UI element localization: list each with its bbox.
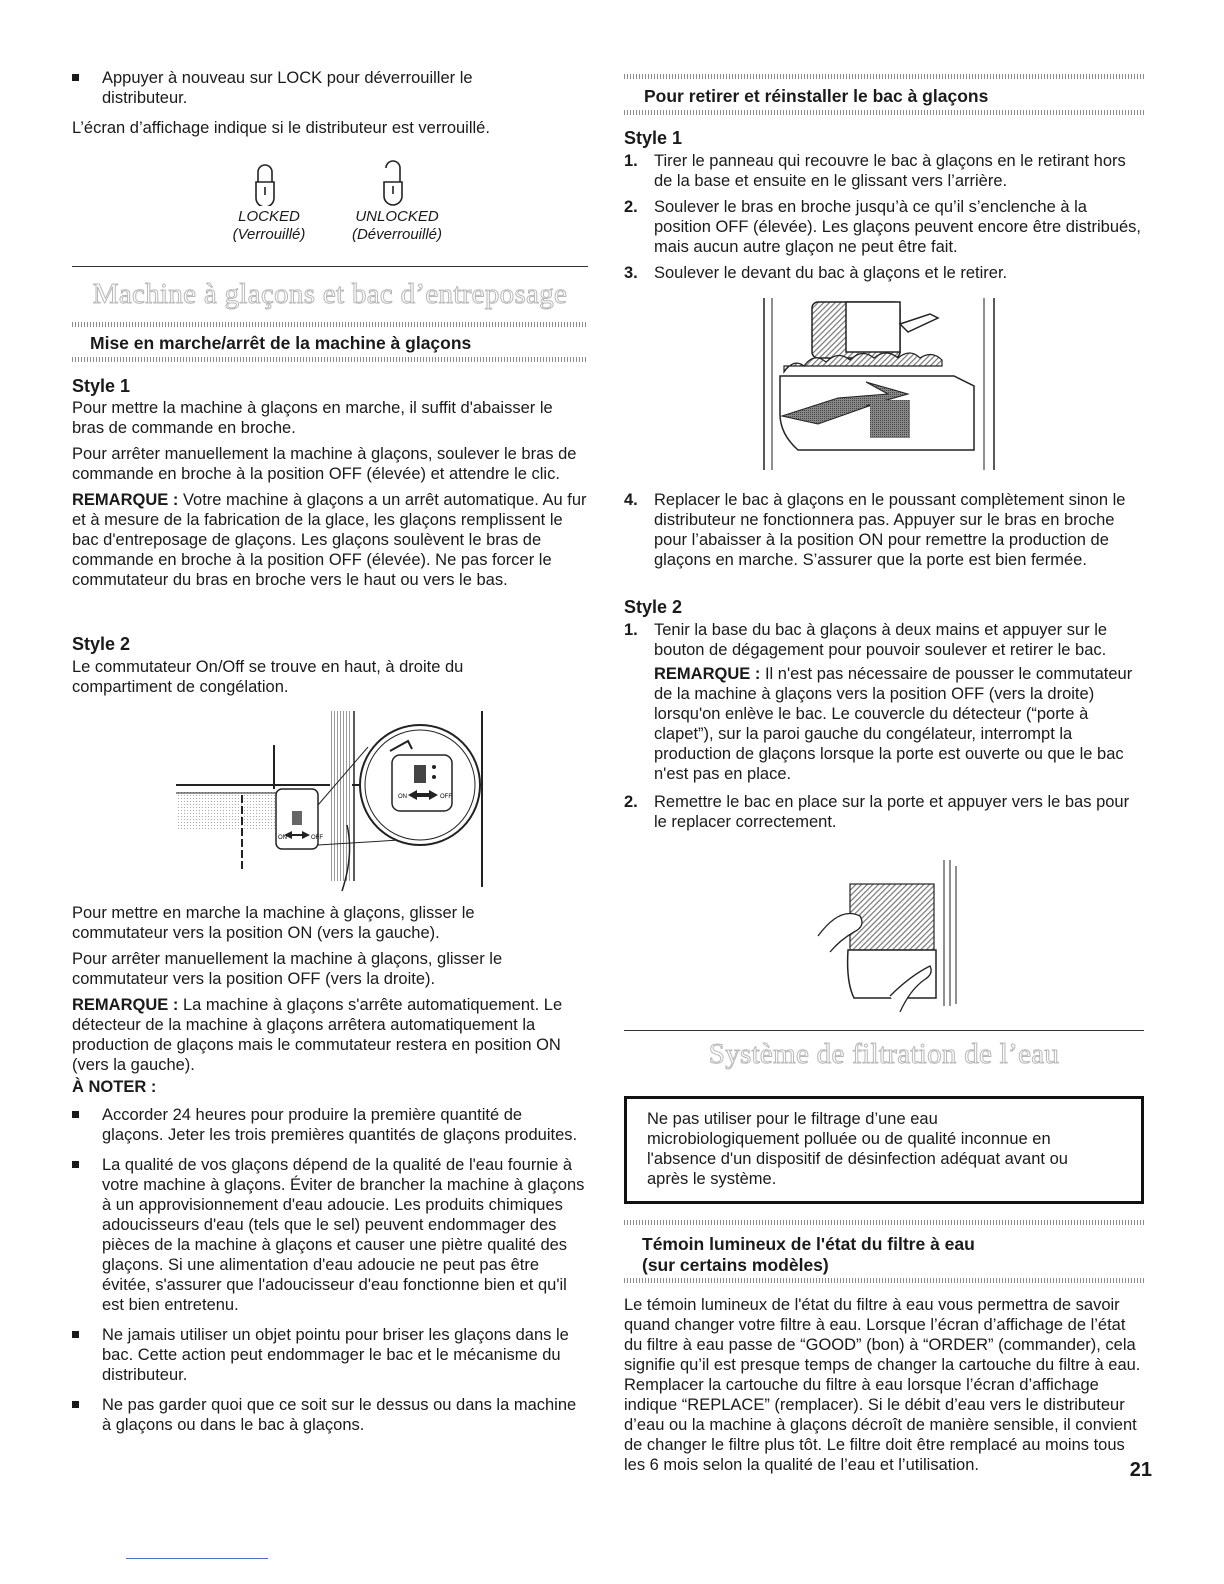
- style2-heading: Style 2: [72, 634, 131, 654]
- switch-illustration: [172, 705, 492, 895]
- switch-on-small: ON: [278, 835, 287, 841]
- step-text: Tenir la base du bac à glaçons à deux mains et appuyer sur le bouton de dégagement pour pouvoir soulever et retirer le bac.: [654, 621, 1108, 659]
- remarque-paragraph: [72, 995, 588, 1075]
- subhead-line-1: Témoin lumineux de l'état du filtre à eau: [642, 1234, 975, 1254]
- step-text: Replacer le bac à glaçons en le poussant complètement sinon le distributeur ne fonctionnera pas. Appuyer sur le bras en broche pour l’abaisser à la position ON pour remettre la production de glaçons en marche. S’assurer que la porte est bien fermée.: [654, 491, 1126, 569]
- remarque-label: REMARQUE :: [72, 491, 179, 509]
- remarque-paragraph: [72, 490, 588, 590]
- style1-block: [72, 398, 588, 590]
- bullet-icon: [72, 1401, 79, 1408]
- remarque-paragraph: [624, 664, 1144, 784]
- hatch-divider: [624, 1220, 1144, 1225]
- section-rule: [72, 266, 588, 267]
- paragraph: Pour arrêter manuellement la machine à glaçons, glisser le commutateur vers la position OFF (vers la droite).: [72, 950, 503, 988]
- list-item: [72, 1105, 588, 1145]
- warning-box: [624, 1096, 1144, 1204]
- unlocked-icon: [378, 156, 408, 206]
- subhead-ice-maker-onoff: Mise en marche/arrêt de la machine à glaçons: [90, 333, 472, 353]
- lock-figure: [202, 158, 502, 248]
- subhead-remove-bin: Pour retirer et réinstaller le bac à glaçons: [644, 86, 989, 106]
- list-item: [72, 1155, 588, 1315]
- switch-on-large: ON: [398, 794, 407, 800]
- paragraph: Pour mettre en marche la machine à glaçons, glisser le commutateur vers la position ON (vers la gauche).: [72, 904, 475, 942]
- list-item: [72, 1325, 588, 1385]
- remarque-label: REMARQUE :: [72, 996, 179, 1014]
- paragraph: Pour mettre la machine à glaçons en marche, il suffit d'abaisser le bras de commande en broche.: [72, 399, 553, 437]
- section-title-ice-maker: Machine à glaçons et bac d’entreposage: [92, 278, 568, 310]
- after-figure-block: [72, 903, 588, 1435]
- step-number: 1.: [624, 152, 638, 170]
- hatch-divider: [72, 322, 588, 327]
- step-number: 4.: [624, 491, 638, 509]
- locked-caption: LOCKED: [238, 208, 300, 225]
- ice-bin-illustration: [758, 294, 1008, 474]
- notes-list: [72, 1105, 588, 1435]
- list-item: [624, 620, 1144, 660]
- step-number: 1.: [624, 621, 638, 639]
- step-text: Soulever le bras en broche jusqu’à ce qu’il s’enclenche à la position OFF (élevée). Les glaçons peuvent encore être distribués, mais aucun autre glaçon ne peut être fait.: [654, 198, 1142, 256]
- locked-subcaption: (Verrouillé): [232, 226, 306, 243]
- switch-off-small: OFF: [311, 835, 323, 841]
- list-item: [72, 68, 542, 108]
- bullet-icon: [72, 1111, 79, 1118]
- style1-heading: Style 1: [624, 128, 683, 148]
- unlocked-caption: UNLOCKED: [355, 208, 439, 225]
- unlocked-label: [342, 208, 452, 244]
- style2-steps: [624, 620, 1144, 832]
- hatch-divider: [624, 110, 1144, 115]
- list-item: [624, 197, 1144, 257]
- remarque-text: Votre machine à glaçons a un arrêt automatique. Au fur et à mesure de la fabrication de la glace, les glaçons remplissent le bac d'entreposage de glaçons. Les glaçons soulèvent le bras de commande en broche à la position OFF (élevée). Ne pas forcer le commutateur du bras en broche vers le haut ou vers le bas.: [72, 491, 587, 589]
- section-title-water-filter: Système de filtration de l’eau: [708, 1038, 1060, 1070]
- switch-off-large: OFF: [440, 794, 452, 800]
- remarque-text: La machine à glaçons s'arrête automatiquement. Le détecteur de la machine à glaçons arrêtera automatiquement la production de glaçons mais le commutateur restera en position ON (vers la gauche).: [72, 996, 563, 1074]
- ice-bin-door-illustration: [810, 856, 970, 1016]
- a-noter-heading: À NOTER :: [72, 1078, 157, 1096]
- step-number: 2.: [624, 793, 638, 811]
- style1-steps: [624, 151, 1144, 283]
- bottom-rule: [126, 1558, 268, 1559]
- filter-paragraph: Le témoin lumineux de l'état du filtre à eau vous permettra de savoir quand changer votre filtre à eau. Lorsque l’écran d’affichage de l’état du filtre à eau passe de “GOOD” (bon) à “ORDER” (commander), cela signifie qu’il est presque temps de changer la cartouche du filtre à eau. Remplacer la cartouche du filtre à eau lorsque l’écran d’affichage indique “REPLACE” (remplacer). Si le débit d’eau vers le distributeur d’eau ou la machine à glaçons décroît de manière sensible, il convient de changer le filtre plus tôt. Le filtre doit être remplacé au moins tous les 6 mois selon la qualité de l’eau et l’utilisation.: [624, 1296, 1141, 1474]
- note-text: Ne jamais utiliser un objet pointu pour briser les glaçons dans le bac. Cette action peut endommager le bac et le mécanisme du distributeur.: [102, 1326, 569, 1384]
- hatch-divider: [624, 74, 1144, 79]
- bullet-text: Appuyer à nouveau sur LOCK pour déverrouiller le distributeur.: [102, 69, 473, 107]
- locked-icon: [250, 160, 280, 206]
- paragraph: Pour arrêter manuellement la machine à glaçons, soulever le bras de commande en broche à la position OFF (élevée) et attendre le clic.: [72, 445, 577, 483]
- list-item: [624, 490, 1144, 570]
- subhead-filter-status: [642, 1234, 975, 1276]
- list-item: [624, 151, 1144, 191]
- locked-label: [224, 208, 314, 244]
- bullet-icon: [72, 1161, 79, 1168]
- note-text: Ne pas garder quoi que ce soit sur le dessus ou dans la machine à glaçons ou dans le bac à glaçons.: [102, 1396, 577, 1434]
- step4-block: [624, 490, 1144, 570]
- list-item: [72, 1395, 588, 1435]
- section-rule: [624, 1030, 1144, 1031]
- remarque-text: Il n'est pas nécessaire de pousser le commutateur de la machine à glaçons vers la position OFF (vers la droite) lorsqu'on enlève le bac. Le couvercle du détecteur (“porte à clapet”), sur la paroi gauche du congélateur, interrompt la production de glaçons lorsque la porte est ouverte ou que le bac n'est pas en place.: [654, 665, 1133, 783]
- list-item: [624, 792, 1144, 832]
- list-item: [624, 263, 1144, 283]
- note-text: Accorder 24 heures pour produire la première quantité de glaçons. Jeter les trois premières quantités de glaçons produites.: [102, 1106, 578, 1144]
- step-text: Remettre le bac en place sur la porte et appuyer vers le bas pour le replacer correctement.: [654, 793, 1130, 831]
- unlocked-subcaption: (Déverrouillé): [351, 226, 443, 243]
- bullet-icon: [72, 1331, 79, 1338]
- step-text: Tirer le panneau qui recouvre le bac à glaçons en le retirant hors de la base et ensuite en le glissant vers l’arrière.: [654, 152, 1126, 190]
- note-text: La qualité de vos glaçons dépend de la qualité de l'eau fournie à votre machine à glaçons. Éviter de brancher la machine à glaçons à un approvisionnement d'eau adoucie. Les produits chimiques adoucisseurs d'eau (tels que le sel) peuvent endommager des pièces de la machine à glaçons et causer une piètre qualité des glaçons. Si une alimentation d'eau adoucie ne peut pas être évitée, s'assurer que l'adoucisseur d'eau fonctionne bien et qu'il est bien entretenu.: [102, 1156, 585, 1314]
- step-text: Soulever le devant du bac à glaçons et le retirer.: [654, 264, 1008, 282]
- page-number: 21: [1129, 1459, 1152, 1481]
- step-number: 3.: [624, 264, 638, 282]
- hatch-divider: [72, 357, 588, 362]
- style1-heading: Style 1: [72, 376, 131, 396]
- style2-heading: Style 2: [624, 597, 683, 617]
- step-number: 2.: [624, 198, 638, 216]
- paragraph: Le commutateur On/Off se trouve en haut, à droite du compartiment de congélation.: [72, 658, 464, 696]
- warning-text: Ne pas utiliser pour le filtrage d’une eau microbiologiquement polluée ou de qualité inconnue en l'absence d'un dispositif de désinfection adéquat avant ou après le système.: [647, 1110, 1068, 1188]
- display-note: L’écran d’affichage indique si le distributeur est verrouillé.: [72, 119, 490, 137]
- hatch-divider: [624, 1278, 1144, 1283]
- bullet-icon: [72, 74, 79, 81]
- subhead-line-2: (sur certains modèles): [642, 1255, 829, 1275]
- remarque-label: REMARQUE :: [654, 665, 761, 683]
